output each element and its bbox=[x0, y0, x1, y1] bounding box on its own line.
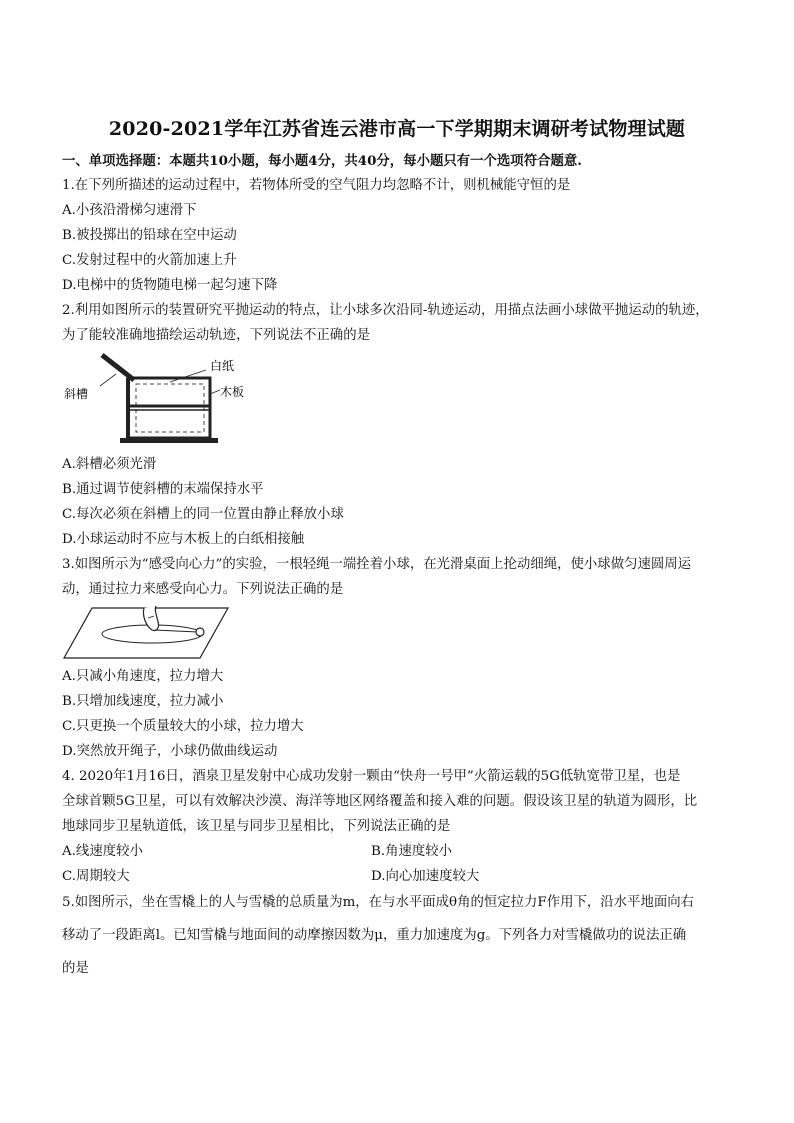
board-frame bbox=[128, 378, 210, 438]
page-title: 2020-2021学年江苏省连云港市高一下学期期末调研考试物理试题 bbox=[108, 118, 686, 140]
q5-stem-line2: 移动了一段距离l。已知雪橇与地面间的动摩擦因数为μ，重力加速度为g。下列各力对雪橇做功的说法正确 bbox=[62, 928, 687, 943]
q3-centripetal-figure bbox=[62, 604, 232, 662]
ball bbox=[196, 628, 204, 636]
leader-chute bbox=[100, 374, 116, 386]
q4-option-c: C.周期较大 bbox=[62, 869, 130, 884]
q1-option-a: A.小孩沿滑梯匀速滑下 bbox=[62, 203, 197, 218]
q3-option-d: D.突然放开绳子，小球仍做曲线运动 bbox=[62, 744, 278, 759]
q5-stem-line3: 的是 bbox=[62, 961, 89, 976]
q4-stem-line2: 全球首颗5G卫星，可以有效解决沙漠、海洋等地区网络覆盖和接入难的问题。假设该卫星的轨道为圆形，比 bbox=[62, 794, 698, 809]
rope bbox=[154, 630, 198, 632]
q4-stem-line1: 4. 2020年1月16日，酒泉卫星发射中心成功发射一颗由“快舟一号甲”火箭运载的5G低轨宽带卫星，也是 bbox=[62, 769, 681, 784]
q2-option-d: D.小球运动时不应与木板上的白纸相接触 bbox=[62, 532, 305, 547]
q2-option-c: C.每次必须在斜槽上的同一位置由静止释放小球 bbox=[62, 507, 344, 522]
label-paper: 白纸 bbox=[210, 359, 235, 373]
q3-stem-line2: 动，通过拉力来感受向心力。下列说法正确的是 bbox=[62, 582, 344, 597]
label-board: 木板 bbox=[220, 385, 245, 399]
q2-option-a: A.斜槽必须光滑 bbox=[62, 457, 157, 472]
q2-apparatus-figure bbox=[62, 350, 262, 450]
q4-option-d: D.向心加速度较大 bbox=[371, 869, 480, 884]
q3-option-a: A.只减小角速度，拉力增大 bbox=[62, 669, 224, 684]
q1-option-b: B.被投掷出的铅球在空中运动 bbox=[62, 228, 237, 243]
q1-stem: 1.在下列所描述的运动过程中，若物体所受的空气阻力均忽略不计，则机械能守恒的是 bbox=[62, 178, 571, 193]
white-paper bbox=[136, 384, 204, 432]
q3-stem-line1: 3.如图所示为“感受向心力”的实验，一根轻绳一端拴着小球，在光滑桌面上抡动细绳，使小球做匀速圆周运 bbox=[62, 557, 692, 572]
base bbox=[120, 438, 218, 443]
q4-option-b: B.角速度较小 bbox=[371, 844, 453, 859]
q3-option-c: C.只更换一个质量较大的小球，拉力增大 bbox=[62, 719, 304, 734]
q4-option-a: A.线速度较小 bbox=[62, 844, 143, 859]
hand-icon bbox=[143, 606, 158, 631]
section-heading: 一、单项选择题：本题共10小题，每小题4分，共40分，每小题只有一个选项符合题意. bbox=[62, 153, 582, 169]
label-chute: 斜槽 bbox=[64, 387, 89, 401]
q5-stem-line1: 5.如图所示，坐在雪橇上的人与雪橇的总质量为m，在与水平面成θ角的恒定拉力F作用下，沿水平地面向右 bbox=[62, 895, 695, 910]
q1-option-c: C.发射过程中的火箭加速上升 bbox=[62, 253, 237, 268]
q1-option-d: D.电梯中的货物随电梯一起匀速下降 bbox=[62, 278, 278, 293]
leader-paper bbox=[170, 370, 206, 382]
q2-stem-line1: 2.利用如图所示的装置研究平抛运动的特点，让小球多次沿同-轨迹运动，用描点法画小球做平抛运动的轨迹， bbox=[62, 303, 709, 318]
q4-stem-line3: 地球同步卫星轨道低，该卫星与同步卫星相比，下列说法正确的是 bbox=[62, 819, 451, 834]
q2-option-b: B.通过调节使斜槽的末端保持水平 bbox=[62, 482, 264, 497]
q2-stem-line2: 为了能较准确地描绘运动轨迹，下列说法不正确的是 bbox=[62, 328, 370, 343]
q3-option-b: B.只增加线速度，拉力减小 bbox=[62, 694, 224, 709]
